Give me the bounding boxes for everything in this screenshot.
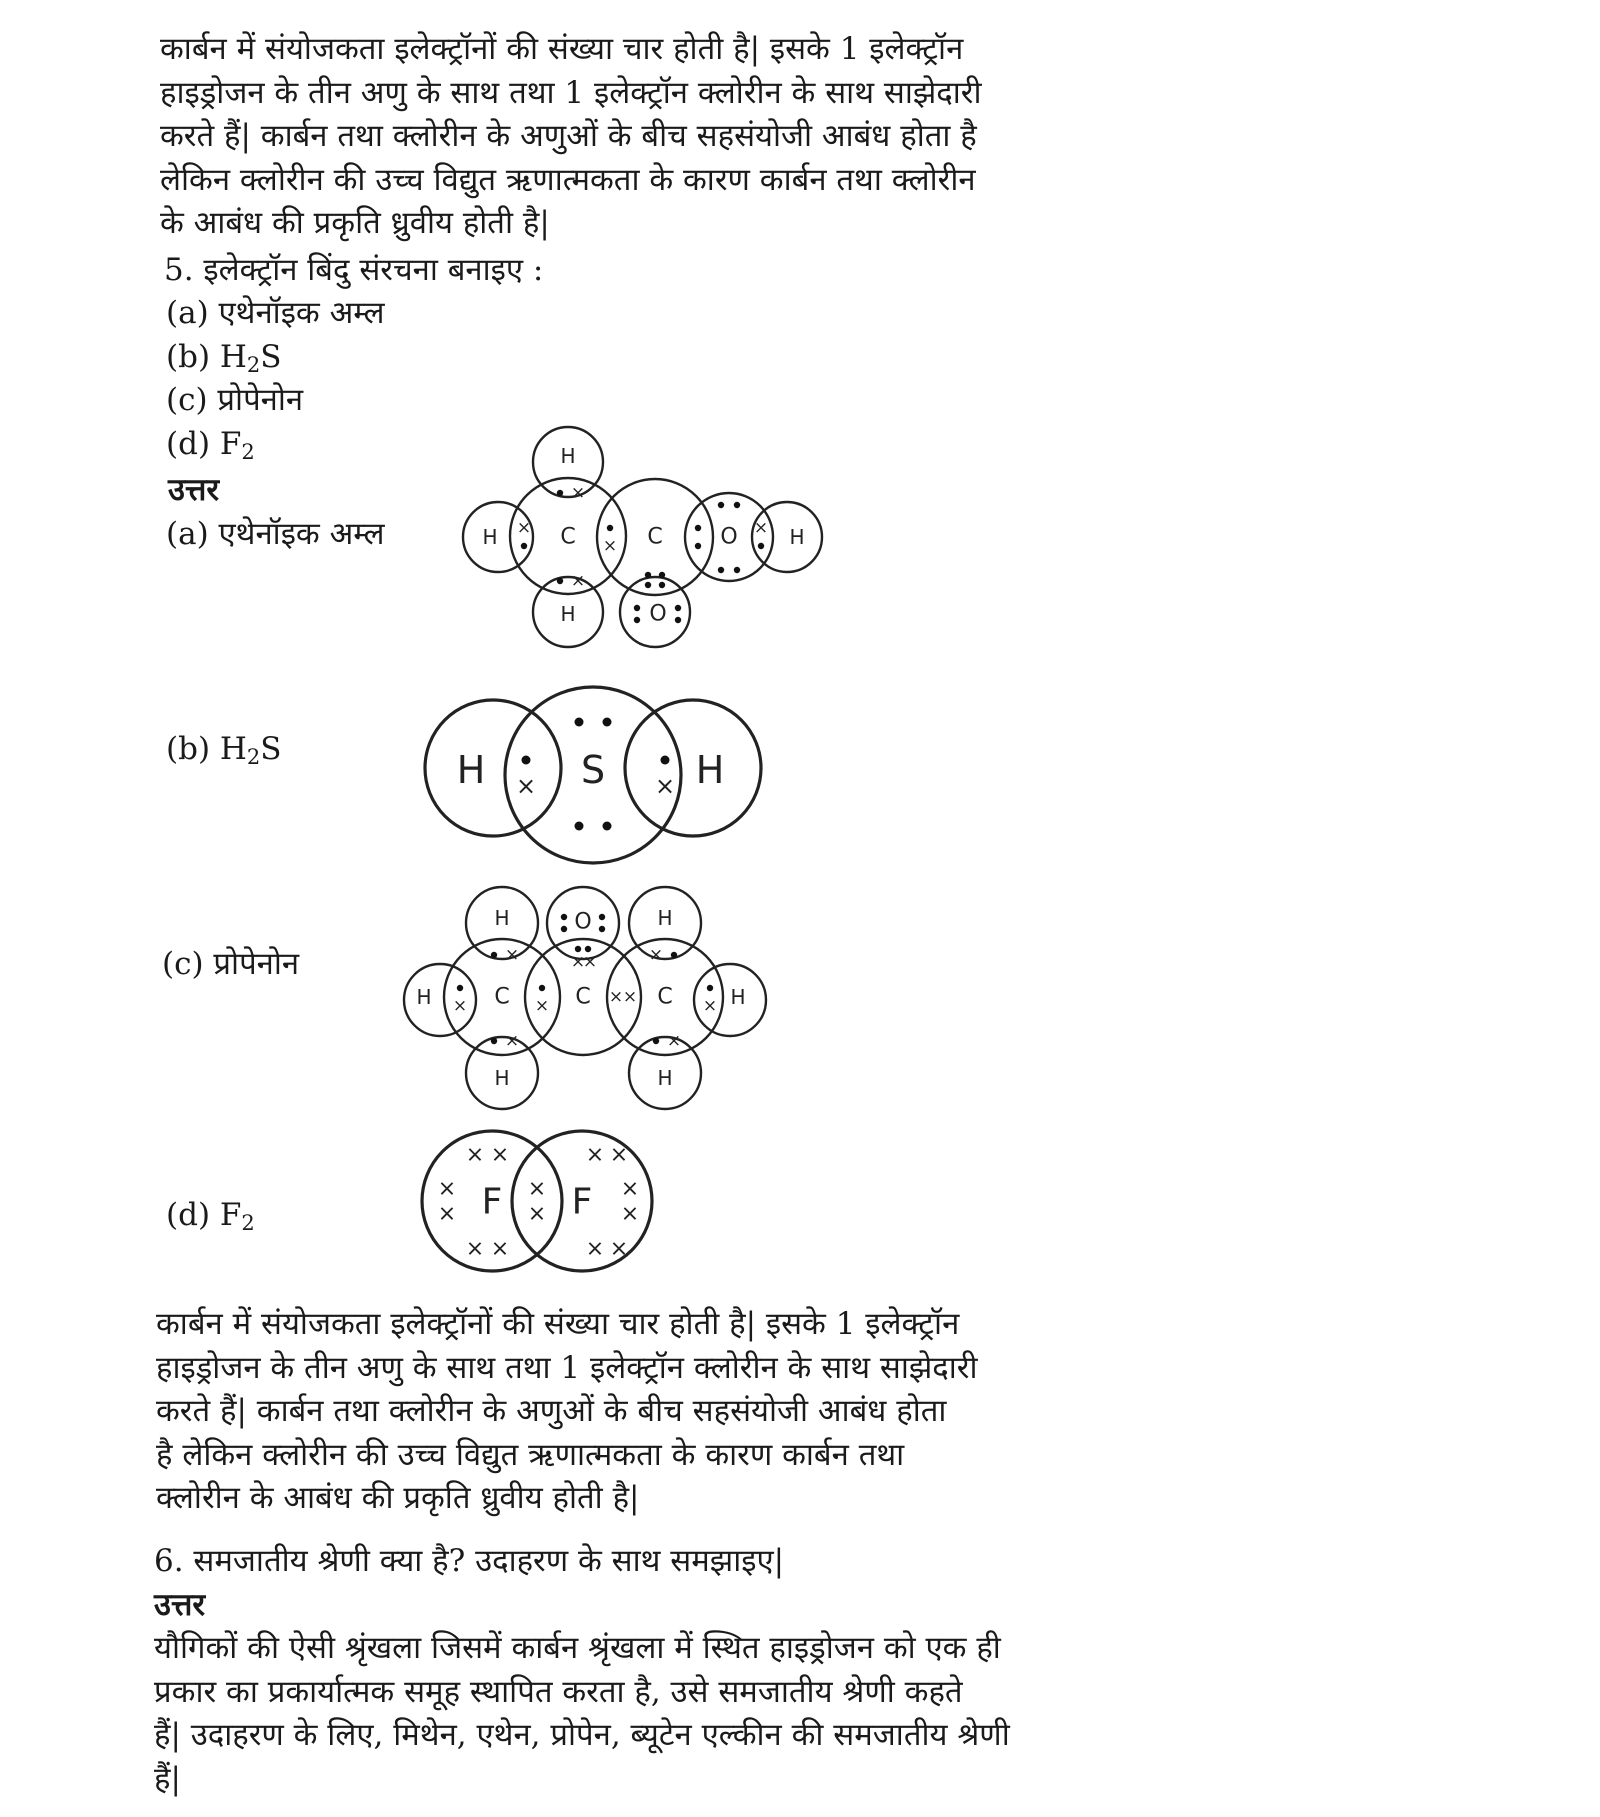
atom-symbol: S bbox=[580, 748, 606, 792]
intro-line: हाइड्रोजन के तीन अणु के साथ तथा 1 इलेक्ट्रॉन क्लोरीन के साथ साझेदारी bbox=[160, 74, 982, 111]
electron-cross: × bbox=[504, 945, 520, 965]
option-b-suffix: S bbox=[260, 339, 282, 375]
electron-cross: × bbox=[753, 518, 769, 538]
electron-cross: × bbox=[465, 1236, 485, 1262]
atom-symbol: H bbox=[494, 1066, 510, 1090]
answer-b-prefix: (b) H bbox=[166, 731, 247, 767]
option-c: (c) प्रोपेनोन bbox=[166, 382, 304, 418]
answer-heading: उत्तर bbox=[168, 472, 220, 508]
atom-symbol: H bbox=[482, 525, 498, 549]
answer-d-prefix: (d) F bbox=[166, 1197, 242, 1233]
q6-answer-line: यौगिकों की ऐसी श्रृंखला जिसमें कार्बन श्रृंखला में स्थित हाइड्रोजन को एक ही bbox=[154, 1630, 1001, 1666]
electron-cross: × bbox=[465, 1142, 485, 1168]
option-b-prefix: (b) H bbox=[166, 339, 247, 375]
atom-symbol: C bbox=[647, 524, 663, 550]
electron-cross: × bbox=[702, 996, 718, 1016]
atom-symbol: O bbox=[574, 909, 592, 935]
explanation-line: करते हैं| कार्बन तथा क्लोरीन के अणुओं के बीच सहसंयोजी आबंध होता bbox=[156, 1393, 947, 1429]
intro-line: के आबंध की प्रकृति ध्रुवीय होती है| bbox=[160, 205, 550, 241]
electron-cross: × bbox=[437, 1176, 457, 1202]
atom-symbol: H bbox=[657, 1066, 673, 1090]
electron-cross: × bbox=[620, 1201, 640, 1227]
atom-symbol: C bbox=[575, 984, 591, 1010]
electron-cross: × bbox=[504, 1031, 520, 1051]
atom-symbol: H bbox=[695, 748, 725, 792]
electron-cross: × bbox=[515, 772, 537, 800]
explanation-line: कार्बन में संयोजकता इलेक्ट्रॉनों की संख्या चार होती है| इसके 1 इलेक्ट्रॉन bbox=[156, 1306, 960, 1342]
electron-cross: × bbox=[620, 1176, 640, 1202]
explanation-line: हाइड्रोजन के तीन अणु के साथ तथा 1 इलेक्ट्रॉन क्लोरीन के साथ साझेदारी bbox=[156, 1349, 978, 1386]
electron-cross: × bbox=[437, 1201, 457, 1227]
answer-b-subscript: 2 bbox=[246, 745, 261, 769]
q6-answer-paragraph bbox=[154, 1627, 1010, 1801]
atom-symbol: H bbox=[416, 985, 432, 1009]
answer-heading-q6: उत्तर bbox=[154, 1587, 206, 1623]
explanation-line: है लेकिन क्लोरीन की उच्च विद्युत ऋणात्मकता के कारण कार्बन तथा bbox=[156, 1436, 905, 1473]
electron-cross: × bbox=[534, 996, 550, 1016]
atom-symbol: H bbox=[560, 444, 576, 468]
electron-cross: × bbox=[608, 987, 624, 1007]
electron-cross: × bbox=[582, 952, 598, 972]
atom-symbol: H bbox=[730, 985, 746, 1009]
electron-cross: × bbox=[516, 518, 532, 538]
electron-cross: × bbox=[622, 987, 638, 1007]
option-d-prefix: (d) F bbox=[166, 426, 242, 462]
electron-cross: × bbox=[527, 1201, 547, 1227]
atom-symbol: C bbox=[494, 984, 510, 1010]
question-5: 5. इलेक्ट्रॉन बिंदु संरचना बनाइए : bbox=[164, 252, 544, 288]
atom-symbol: H bbox=[456, 748, 486, 792]
question-6: 6. समजातीय श्रेणी क्या है? उदाहरण के साथ समझाइए| bbox=[154, 1543, 785, 1579]
q6-answer-line: प्रकार का प्रकार्यात्मक समूह स्थापित करता है, उसे समजातीय श्रेणी कहते bbox=[154, 1673, 963, 1710]
electron-cross: × bbox=[527, 1176, 547, 1202]
electron-cross: × bbox=[666, 1031, 682, 1051]
atom-symbol: O bbox=[720, 524, 738, 550]
answer-b-suffix: S bbox=[260, 731, 282, 767]
answer-label-c: (c) प्रोपेनोन bbox=[162, 946, 300, 982]
option-a: (a) एथेनॉइक अम्ल bbox=[166, 295, 385, 331]
electron-cross: × bbox=[654, 772, 676, 800]
q6-answer-line: हैं| उदाहरण के लिए, मिथेन, एथेन, प्रोपेन, ब्यूटेन एल्कीन की समजातीय श्रेणी bbox=[154, 1717, 1010, 1753]
atom-symbol: H bbox=[494, 906, 510, 930]
intro-line: लेकिन क्लोरीन की उच्च विद्युत ऋणात्मकता के कारण कार्बन तथा क्लोरीन bbox=[160, 161, 976, 198]
q6-answer-line: हैं| bbox=[154, 1760, 181, 1797]
electron-cross: × bbox=[609, 1236, 629, 1262]
intro-line: कार्बन में संयोजकता इलेक्ट्रॉनों की संख्या चार होती है| इसके 1 इलेक्ट्रॉन bbox=[160, 31, 964, 67]
electron-cross: × bbox=[585, 1142, 605, 1168]
intro-line: करते हैं| कार्बन तथा क्लोरीन के अणुओं के बीच सहसंयोजी आबंध होता है bbox=[160, 118, 977, 154]
explanation-line: क्लोरीन के आबंध की प्रकृति ध्रुवीय होती है| bbox=[156, 1480, 640, 1516]
atom-symbol: H bbox=[657, 906, 673, 930]
electron-cross: × bbox=[570, 952, 586, 972]
atom-symbol: H bbox=[560, 602, 576, 626]
electron-cross: × bbox=[452, 996, 468, 1016]
explanation-paragraph bbox=[156, 1303, 978, 1521]
electron-cross: × bbox=[585, 1236, 605, 1262]
option-b-subscript: 2 bbox=[246, 353, 261, 377]
answer-label-a: (a) एथेनॉइक अम्ल bbox=[166, 516, 385, 552]
atom-symbol: F bbox=[481, 1181, 503, 1223]
atom-symbol: C bbox=[560, 524, 576, 550]
electron-cross: × bbox=[602, 536, 618, 556]
answer-d-subscript: 2 bbox=[241, 1211, 255, 1235]
electron-cross: × bbox=[570, 483, 586, 503]
atom-symbol: C bbox=[657, 984, 673, 1010]
electron-cross: × bbox=[609, 1142, 629, 1168]
electron-cross: × bbox=[570, 571, 586, 591]
electron-cross: × bbox=[490, 1236, 510, 1262]
electron-cross: × bbox=[648, 945, 664, 965]
atom-symbol: F bbox=[571, 1181, 593, 1223]
atom-symbol: H bbox=[789, 525, 805, 549]
electron-cross: × bbox=[490, 1142, 510, 1168]
atom-symbol: O bbox=[649, 601, 667, 627]
option-d-subscript: 2 bbox=[241, 440, 255, 464]
